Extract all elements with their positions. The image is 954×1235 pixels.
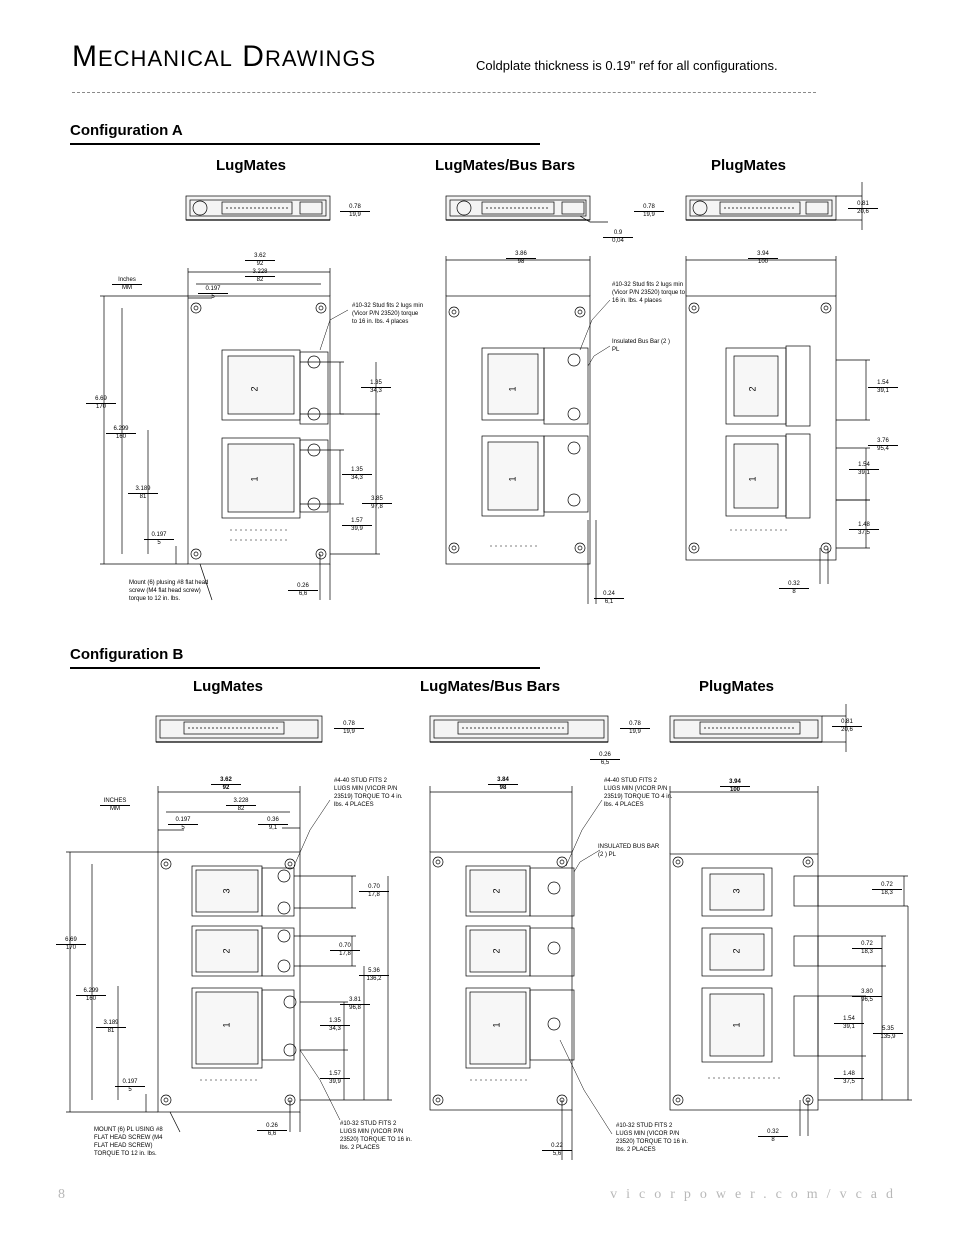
config-a-col-busbars: LugMates/Bus Bars [435,157,576,174]
config-b-busbars-plan-view [430,786,612,1160]
b-plug-module-3: 3 [731,888,742,894]
dim-b-lug-h-inner: 6.299 160 [76,988,106,1003]
a-plug-module-2: 2 [747,386,758,392]
b-bus-module-1: 1 [491,1022,502,1028]
b-bus-stud-note-top: #4-40 STUD FITS 2 LUGS MIN (VICOR P/N 23519) TORQUE TO 4 in. lbs. 4 PLACES [604,778,673,808]
dim-b-plug-d1: 0.72 18,3 [872,882,902,897]
b-bus-busbar-note: INSULATED BUS BAR (2 ) PL [598,844,660,858]
units-legend: Inches MM [112,277,142,292]
dim-a-lug-d1: 1.35 34,3 [361,380,391,395]
dim-a-bus-side2: 0.9 0,04 [603,230,633,245]
b-bus-stud-note-bottom: #10-32 STUD FITS 2 LUGS MIN (VICOR P/N 23520) TORQUE TO 16 in. lbs. 2 PLACES [616,1123,688,1153]
config-b-col-lugmates: LugMates [193,678,264,695]
config-b-col-busbars: LugMates/Bus Bars [420,678,561,695]
dim-a-lug-d2: 1.35 34,3 [342,467,372,482]
b-plug-module-2: 2 [731,948,742,954]
dim-a-lug-side: 0.78 19,9 [340,204,370,219]
config-b-col-plugmates: PlugMates [699,678,775,695]
config-b-plugmates-side-view [670,704,846,752]
dim-b-plug-d2: 0.72 18,3 [852,941,882,956]
config-a-plugmates-plan-view [686,256,870,584]
dim-b-bus-side2: 0.26 6,5 [590,752,620,767]
config-b-plugmates-plan-view [670,786,912,1136]
dim-a-lug-d3: 3.85 97,8 [362,496,392,511]
a-bus-busbar-note: Insulated Bus Bar (2 ) PL [612,339,671,353]
page-title: MECHANICAL DRAWINGS [72,40,377,73]
b-bus-module-2b: 2 [491,948,502,954]
dim-a-plug-d1: 1.54 39,1 [868,380,898,395]
b-lug-module-1: 1 [221,1022,232,1028]
dim-b-plug-bottom: 0.32 8 [758,1129,788,1144]
a-bus-module-1b: 1 [507,476,518,482]
b-lug-stud-note-top: #4-40 STUD FITS 2 LUGS MIN (VICOR P/N 23519) TORQUE TO 4 in. lbs. 4 PLACES [334,778,403,808]
config-a-busbars-plan-view [446,256,610,604]
dim-b-bus-width: 3.84 98 [488,777,518,792]
b-lug-stud-note-bottom: #10-32 STUD FITS 2 LUGS MIN (VICOR P/N 23520) TORQUE TO 16 in. lbs. 2 PLACES [340,1121,412,1151]
config-a-busbars-side-view [446,196,608,222]
dim-b-lug-d3: 5.36 136,2 [359,968,389,983]
config-a-col-lugmates: LugMates [216,157,287,174]
dim-a-bus-side: 0.78 19,9 [634,204,664,219]
a-lug-module-1: 1 [249,476,260,482]
dim-a-lug-d4: 1.57 39,9 [342,518,372,533]
a-lug-stud-note: #10-32 Stud fits 2 lugs min (Vicor P/N 23520) torque to 16 in. lbs. 4 places [352,303,424,325]
dim-a-lug-offset-bottom: 0.197 5 [144,532,174,547]
config-a-lugmates-plan-view [100,268,380,600]
config-a-col-plugmates: PlugMates [711,157,787,174]
dim-a-plug-width: 3.94 100 [748,251,778,266]
dim-b-lug-d1: 0.70 17,8 [359,884,389,899]
dim-b-lug-d4: 3.81 96,8 [340,997,370,1012]
config-b-busbars-side-view [430,716,608,742]
dim-a-lug-width-inner: 3.228 82 [245,269,275,284]
dim-b-lug-d6: 1.57 39,9 [320,1071,350,1086]
a-bus-module-1: 1 [507,386,518,392]
dim-b-lug-width-inner: 3.228 82 [226,798,256,813]
dim-a-lug-h-mid: 3.189 81 [128,486,158,501]
b-lug-mount-note: MOUNT (6) PL USING #8 FLAT HEAD SCREW (M4 FLAT HEAD SCREW) TORQUE TO 12 in. lbs. [94,1127,163,1157]
dim-b-plug-d3: 3.80 96,5 [852,989,882,1004]
dim-b-lug-offset-top: 0.197 5 [168,817,198,832]
dim-b-bus-side: 0.78 19,9 [620,721,650,736]
config-b-lugmates-side-view [156,716,322,742]
dim-b-plug-width: 3.94 100 [720,779,750,794]
config-a-lugmates-side-view [186,196,330,220]
b-bus-module-2: 2 [491,888,502,894]
dim-a-bus-bottom: 0.24 6,1 [594,591,624,606]
dim-a-lug-h-inner: 6.299 160 [106,426,136,441]
dim-b-plug-d6: 1.48 37,5 [834,1071,864,1086]
dim-b-plug-side: 0.81 20,6 [832,719,862,734]
dim-a-plug-side: 0.81 20,6 [848,201,878,216]
dim-b-lug-width: 3.62 92 [211,777,241,792]
dim-a-plug-d3: 1.54 39,1 [849,462,879,477]
a-lug-module-2: 2 [249,386,260,392]
b-lug-module-2: 2 [221,948,232,954]
dim-a-bus-width: 3.86 98 [506,251,536,266]
dim-a-plug-bottom: 0.32 8 [779,581,809,596]
b-lug-module-3: 3 [221,888,232,894]
dim-a-plug-d2: 3.76 95,4 [868,438,898,453]
units-legend-b: INCHES MM [100,798,130,813]
dim-b-lug-side: 0.78 19,9 [334,721,364,736]
dim-a-lug-width-total: 3.62 92 [245,253,275,268]
dim-b-lug-d5: 1.35 34,3 [320,1018,350,1033]
dim-b-plug-d4: 1.54 39,1 [834,1016,864,1031]
config-b-heading: Configuration B [70,646,184,663]
footer-url: vicorpower.com/vcad [610,1187,902,1202]
page-number: 8 [58,1187,65,1202]
a-plug-module-1: 1 [747,476,758,482]
dim-b-bus-bottom: 0.22 5,6 [542,1143,572,1158]
dim-a-lug-h-total: 6.69 170 [86,396,116,411]
a-lug-mount-note: Mount (6) plusing #8 flat head screw (M4 flat head screw) torque to 12 in. lbs. [129,580,209,602]
dim-a-lug-bottom: 0.26 6,6 [288,583,318,598]
dim-b-lug-d2: 0.70 17,8 [330,943,360,958]
config-a-heading: Configuration A [70,122,183,139]
dim-b-plug-d5: 5.35 135,9 [873,1026,903,1041]
b-plug-module-1: 1 [731,1022,742,1028]
dim-a-plug-d4: 1.48 37,5 [849,522,879,537]
dim-a-lug-offset-top: 0.197 5 [198,286,228,301]
dim-b-lug-offset-bottom: 0.197 5 [115,1079,145,1094]
page-subtitle: Coldplate thickness is 0.19" ref for all configurations. [476,58,778,73]
a-bus-stud-note: #10-32 Stud fits 2 lugs min (Vicor P/N 23520) torque to 16 in. lbs. 4 places [612,282,685,304]
dim-b-lug-h-mid: 3.189 81 [96,1020,126,1035]
config-a-plugmates-side-view [686,182,862,230]
dim-b-lug-top-right: 0.36 9,1 [258,817,288,832]
dim-b-lug-h-total: 6.69 170 [56,937,86,952]
dim-b-lug-bottom: 0.26 6,6 [257,1123,287,1138]
